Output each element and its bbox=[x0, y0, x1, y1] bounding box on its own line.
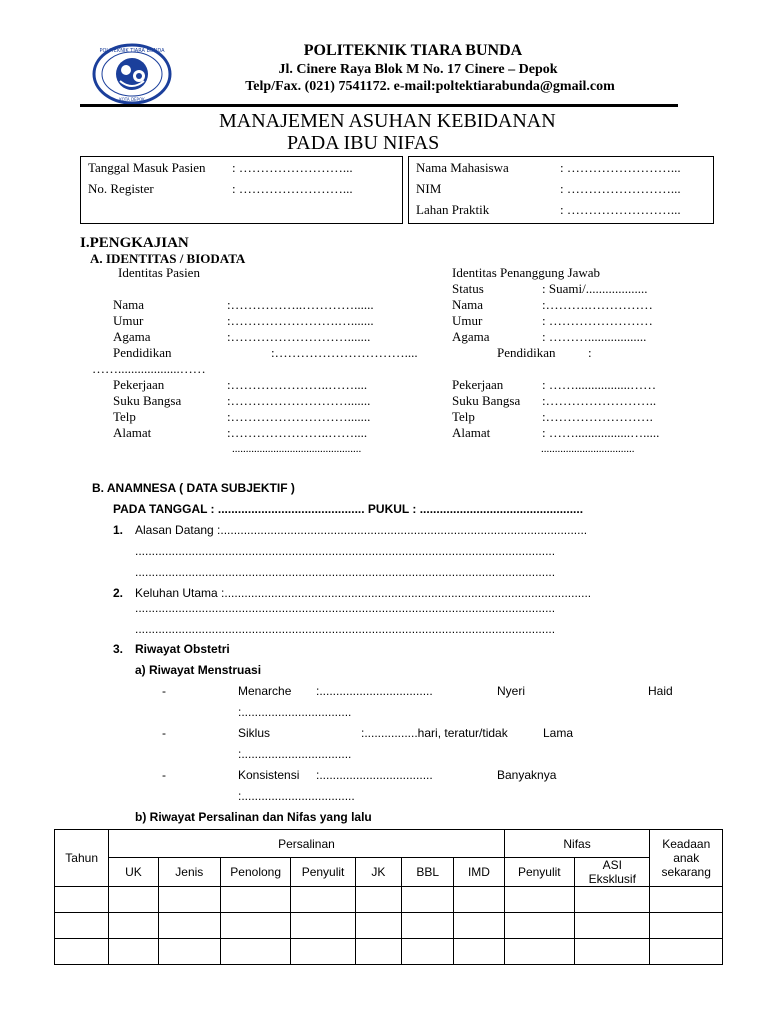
info-left-value: : ……………………... bbox=[232, 181, 353, 196]
alasan-datang-field: Alasan Datang :.............................................................................................................. bbox=[135, 523, 588, 537]
patient-field-continuation: ……...................…… bbox=[92, 361, 206, 376]
guardian-field-label: Pendidikan bbox=[497, 345, 556, 360]
patient-field-value: :…………………..…….... bbox=[227, 425, 368, 440]
info-right-value: : ……………………... bbox=[560, 160, 681, 175]
anamnesa-date-time: PADA TANGGAL : ............................................ PUKUL : ................................................. bbox=[113, 502, 584, 516]
guardian-address-continuation: .................................. bbox=[541, 443, 635, 455]
subsection-identitas: A. IDENTITAS / BIODATA bbox=[90, 251, 246, 266]
patient-field-value: :………………………....... bbox=[227, 393, 371, 408]
dotted-line: .............................................................................................................................. bbox=[135, 601, 556, 615]
lama-label: Lama bbox=[543, 726, 574, 740]
patient-identity-heading: Identitas Pasien bbox=[118, 265, 200, 280]
riwayat-menstruasi-heading: a) Riwayat Menstruasi bbox=[135, 663, 262, 677]
guardian-field-value: :……………………. bbox=[542, 409, 653, 424]
obstetric-history-table bbox=[54, 829, 723, 965]
guardian-field-label: Suku Bangsa bbox=[452, 393, 521, 408]
column-header: Jenis bbox=[158, 858, 220, 887]
column-header: UK bbox=[109, 858, 158, 887]
table-row bbox=[55, 887, 723, 913]
guardian-field-value: :…………………….. bbox=[542, 393, 657, 408]
institution-address: Jl. Cinere Raya Blok M No. 17 Cinere – Depok bbox=[278, 62, 558, 77]
section-anamnesa: B. ANAMNESA ( DATA SUBJEKTIF ) bbox=[92, 481, 295, 495]
patient-field-value: :………………………....... bbox=[227, 409, 371, 424]
info-right-value: : ……………………... bbox=[560, 181, 681, 196]
patient-field-value: :…………………..…….... bbox=[227, 377, 368, 392]
patient-field-value: :…………………….…....... bbox=[227, 313, 374, 328]
question-number: 1. bbox=[113, 523, 124, 537]
menarche-label: Menarche bbox=[238, 684, 292, 698]
info-left-value: : ……………………... bbox=[232, 160, 353, 175]
guardian-field-value: : …….................…..... bbox=[542, 425, 660, 440]
guardian-status-value: : Suami/................... bbox=[542, 281, 648, 296]
list-dash: - bbox=[162, 726, 166, 740]
list-dash: - bbox=[162, 768, 166, 782]
keluhan-utama-field: Keluhan Utama :.............................................................................................................. bbox=[135, 586, 592, 600]
info-right-label: Nama Mahasiswa bbox=[416, 160, 509, 175]
info-right-label: Lahan Praktik bbox=[416, 202, 490, 217]
info-left-label: Tanggal Masuk Pasien bbox=[88, 160, 206, 175]
konsistensi-value: :.................................. bbox=[316, 768, 433, 782]
banyaknya-label: Banyaknya bbox=[497, 768, 557, 782]
column-header: Penyulit bbox=[291, 858, 355, 887]
patient-field-label: Alamat bbox=[113, 425, 152, 440]
patient-field-value: :……………..…………...... bbox=[227, 297, 374, 312]
guardian-field-value: : …………………… bbox=[542, 313, 653, 328]
header-divider bbox=[80, 104, 678, 107]
guardian-field-label: Umur bbox=[452, 313, 483, 328]
section-pengkajian: I.PENGKAJIAN bbox=[80, 235, 189, 251]
header-tahun: Tahun bbox=[55, 830, 109, 887]
logo-text: POLITEKNIK TIARA BUNDA bbox=[99, 48, 165, 54]
header-keadaan-anak: Keadaan anak sekarang bbox=[650, 830, 723, 887]
guardian-field-label: Telp bbox=[452, 409, 475, 424]
guardian-field-label: Agama bbox=[452, 329, 490, 344]
table-row bbox=[55, 913, 723, 939]
siklus-continuation: :................................. bbox=[238, 747, 352, 761]
konsistensi-continuation: :.................................. bbox=[238, 789, 355, 803]
riwayat-persalinan-heading: b) Riwayat Persalinan dan Nifas yang lalu bbox=[135, 810, 372, 824]
question-number: 3. bbox=[113, 642, 124, 656]
column-header: BBL bbox=[402, 858, 454, 887]
siklus-value: :................hari, teratur/tidak bbox=[361, 726, 508, 740]
guardian-status-label: Status bbox=[452, 281, 484, 296]
riwayat-obstetri-heading: Riwayat Obstetri bbox=[135, 642, 230, 656]
column-header: IMD bbox=[454, 858, 504, 887]
patient-field-label: Pekerjaan bbox=[113, 377, 165, 392]
patient-field-label: Agama bbox=[113, 329, 151, 344]
question-number: 2. bbox=[113, 586, 124, 600]
nyeri-label: Nyeri bbox=[497, 684, 526, 698]
header-nifas: Nifas bbox=[504, 830, 650, 858]
list-dash: - bbox=[162, 684, 166, 698]
column-header: Penolong bbox=[220, 858, 290, 887]
guardian-field-label: Alamat bbox=[452, 425, 491, 440]
guardian-field-label: Nama bbox=[452, 297, 484, 312]
menarche-value: :.................................. bbox=[316, 684, 433, 698]
patient-field-value: :………………………….... bbox=[271, 345, 418, 360]
institution-name: POLITEKNIK TIARA BUNDA bbox=[303, 42, 523, 59]
institution-contact: Telp/Fax. (021) 7541172. e-mail:poltektiarabunda@gmail.com bbox=[245, 79, 615, 94]
column-header: ASI Eksklusif bbox=[575, 858, 650, 887]
dotted-line: .............................................................................................................................. bbox=[135, 622, 556, 636]
patient-field-label: Nama bbox=[113, 297, 145, 312]
guardian-field-value: : bbox=[588, 345, 592, 360]
form-title-line2: PADA IBU NIFAS bbox=[287, 132, 440, 154]
info-left-label: No. Register bbox=[88, 181, 154, 196]
haid-label: Haid bbox=[648, 684, 673, 698]
patient-field-label: Pendidikan bbox=[113, 345, 172, 360]
guardian-field-value: :……….…………… bbox=[542, 297, 653, 312]
logo-subtext: KOTA DEPOK bbox=[119, 97, 145, 102]
patient-address-continuation: ............................................... bbox=[232, 443, 362, 455]
konsistensi-label: Konsistensi bbox=[238, 768, 300, 782]
patient-field-label: Suku Bangsa bbox=[113, 393, 182, 408]
info-right-value: : ……………………... bbox=[560, 202, 681, 217]
menarche-continuation: :................................. bbox=[238, 705, 352, 719]
guardian-field-value: : ……….................. bbox=[542, 329, 647, 344]
guardian-field-value: : …….................…… bbox=[542, 377, 657, 392]
column-header: Penyulit bbox=[504, 858, 574, 887]
guardian-field-label: Pekerjaan bbox=[452, 377, 504, 392]
dotted-line: .............................................................................................................................. bbox=[135, 544, 556, 558]
dotted-line: .............................................................................................................................. bbox=[135, 565, 556, 579]
patient-field-label: Umur bbox=[113, 313, 144, 328]
form-title-line1: MANAJEMEN ASUHAN KEBIDANAN bbox=[219, 110, 556, 132]
patient-field-label: Telp bbox=[113, 409, 136, 424]
guardian-identity-heading: Identitas Penanggung Jawab bbox=[452, 265, 601, 280]
patient-field-value: :………………………....... bbox=[227, 329, 371, 344]
column-header: JK bbox=[355, 858, 401, 887]
info-right-label: NIM bbox=[416, 181, 442, 196]
siklus-label: Siklus bbox=[238, 726, 271, 740]
table-row bbox=[55, 939, 723, 965]
header-persalinan: Persalinan bbox=[109, 830, 504, 858]
